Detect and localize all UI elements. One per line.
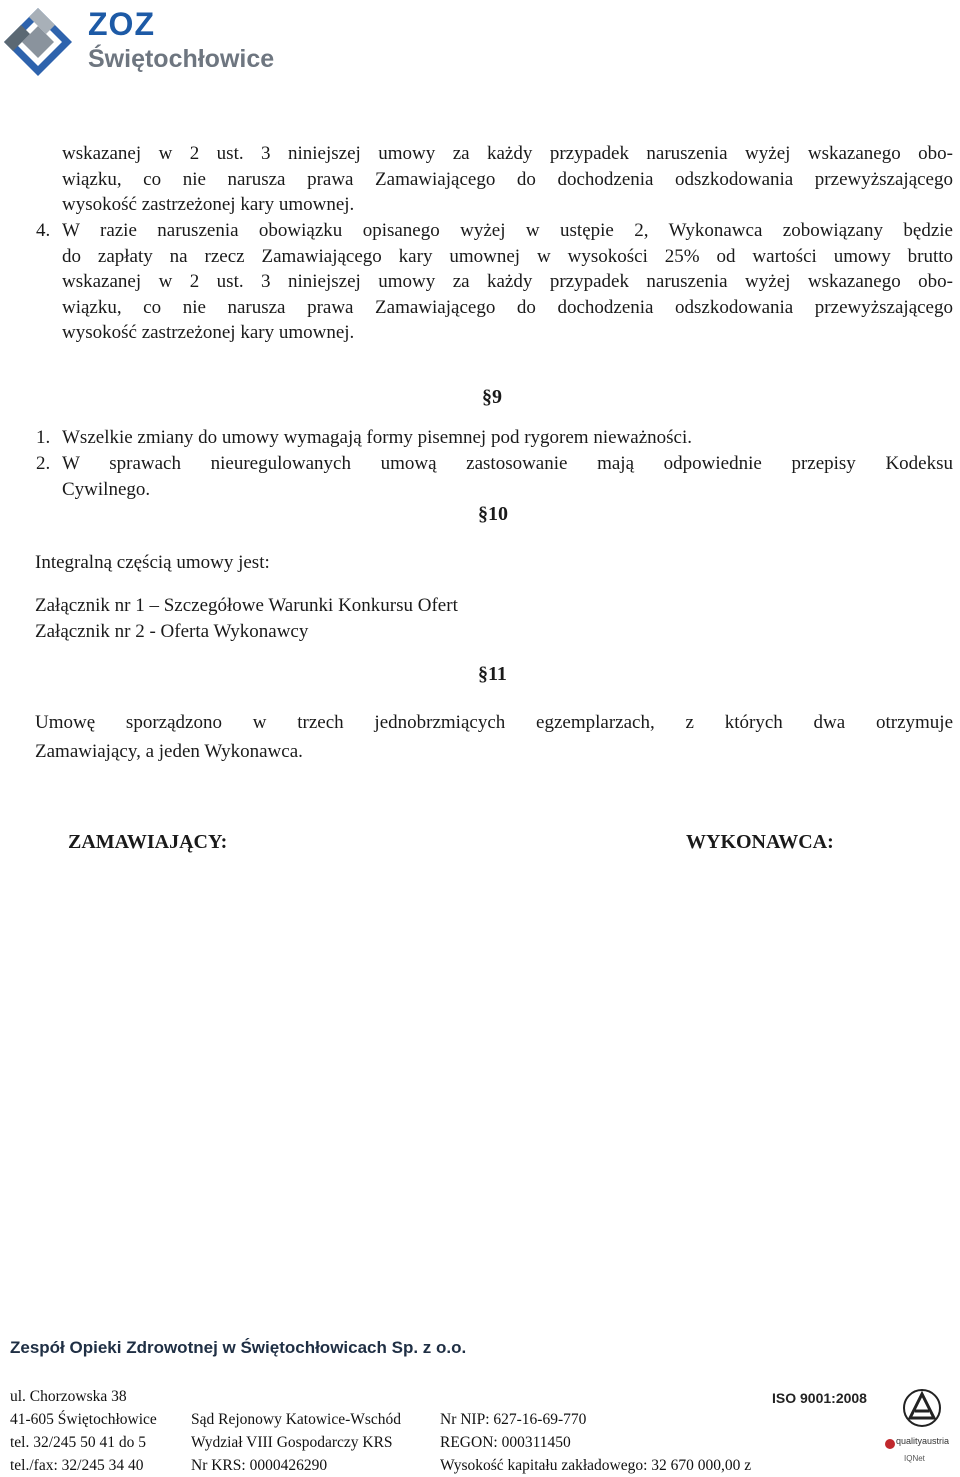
continuation-line: wskazanej w 2 ust. 3 niniejszej umowy za każdy przypadek naruszenia wyżej wskazanego obo- bbox=[62, 143, 953, 164]
footer-line: REGON: 000311450 bbox=[440, 1434, 571, 1451]
point-4-line: wskazanej w 2 ust. 3 niniejszej umowy za każdy przypadek naruszenia wyżej wskazanego obo- bbox=[62, 271, 953, 292]
point-4-line: do zapłaty na rzecz Zamawiającego kary umownej w wysokości 25% od wartości umowy brutto bbox=[62, 245, 953, 267]
point-4-line: wiązku, co nie narusza prawa Zamawiającego do dochodzenia odszkodowania przewyższającego bbox=[62, 296, 953, 318]
footer-line: tel. 32/245 50 41 do 5 bbox=[10, 1434, 147, 1451]
footer-line: tel./fax: 32/245 34 40 bbox=[10, 1457, 144, 1474]
footer-line: Sąd Rejonowy Katowice-Wschód bbox=[191, 1411, 402, 1428]
section-11-paragraph bbox=[35, 708, 953, 766]
continuation-line: wiązku, co nie narusza prawa Zamawiającego do dochodzenia odszkodowania przewyższającego bbox=[62, 168, 953, 190]
section-9-heading: §9 bbox=[482, 386, 502, 408]
footer-line: 41-605 Świętochłowice bbox=[10, 1411, 157, 1428]
section-10-heading: §10 bbox=[478, 503, 508, 525]
footer-court-column bbox=[191, 1408, 401, 1477]
quality-austria-label: qualityaustria bbox=[896, 1436, 950, 1446]
attachment-2: Załącznik nr 2 - Oferta Wykonawcy bbox=[35, 621, 309, 642]
section-11-line: Zamawiający, a jeden Wykonawca. bbox=[35, 741, 303, 762]
footer-line: ul. Chorzowska 38 bbox=[10, 1388, 127, 1405]
point-4-number: 4. bbox=[36, 220, 51, 241]
section-9-item-2-line: W sprawach nieuregulowanych umową zastosowanie mają odpowiednie przepisy Kodeksu bbox=[62, 453, 953, 474]
section-9-item-2-number: 2. bbox=[36, 453, 51, 474]
footer-line: Wysokość kapitału zakładowego: 32 670 000,00 z bbox=[440, 1457, 752, 1474]
logo-text-city: Świętochłowice bbox=[88, 45, 275, 73]
footer-address-column bbox=[10, 1385, 157, 1477]
section-9-item-1-number: 1. bbox=[36, 427, 51, 448]
footer-line: Wydział VIII Gospodarczy KRS bbox=[191, 1434, 393, 1451]
section-11-line: Umowę sporządzono w trzech jednobrzmiących egzemplarzach, z których dwa otrzymuje bbox=[35, 712, 953, 733]
continuation-line: wysokość zastrzeżonej kary umownej. bbox=[62, 194, 355, 215]
section-11-heading: §11 bbox=[478, 663, 507, 685]
continuation-paragraph bbox=[62, 141, 953, 218]
iso-certificate-label: ISO 9001:2008 bbox=[772, 1390, 867, 1406]
attachments-intro: Integralną częścią umowy jest: bbox=[35, 552, 270, 573]
point-4-line: W razie naruszenia obowiązku opisanego wyżej w ustępie 2, Wykonawca zobowiązany będzie bbox=[62, 220, 953, 241]
footer-company-name: Zespół Opieki Zdrowotnej w Świętochłowicach Sp. z o.o. bbox=[10, 1338, 467, 1357]
footer-line: Nr KRS: 0000426290 bbox=[191, 1457, 328, 1474]
logo-text-zoz: ZOZ bbox=[88, 6, 155, 42]
quality-austria-badge-icon bbox=[900, 1388, 944, 1439]
iqnet-label: IQNet bbox=[904, 1454, 925, 1463]
section-9-item-2-line: Cywilnego. bbox=[62, 478, 151, 500]
footer-line: Nr NIP: 627-16-69-770 bbox=[440, 1411, 587, 1428]
attachment-1: Załącznik nr 1 – Szczegółowe Warunki Konkursu Ofert bbox=[35, 595, 458, 616]
point-4-paragraph bbox=[62, 218, 953, 346]
signature-wykonawca: WYKONAWCA: bbox=[686, 831, 834, 853]
signature-zamawiajacy: ZAMAWIAJĄCY: bbox=[68, 831, 228, 853]
point-4-line: wysokość zastrzeżonej kary umownej. bbox=[62, 322, 355, 343]
section-9-item-2 bbox=[62, 451, 953, 502]
logo-icon bbox=[0, 4, 76, 80]
section-9-item-1: Wszelkie zmiany do umowy wymagają formy pisemnej pod rygorem nieważności. bbox=[62, 427, 692, 448]
footer-registry-column bbox=[440, 1408, 772, 1477]
quality-austria-mark-icon bbox=[884, 1437, 896, 1455]
